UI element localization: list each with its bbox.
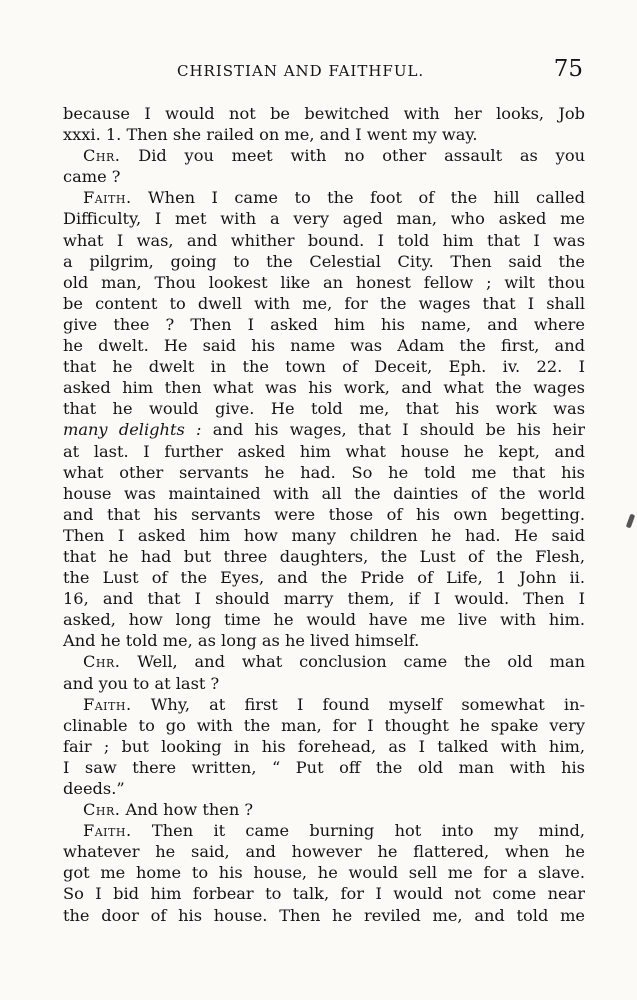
text-line [63, 103, 585, 124]
text-line [63, 862, 585, 883]
running-head [0, 58, 637, 84]
line-text: Then I asked him how many children he had. He said [63, 525, 585, 545]
line-text: and that his servants were those of his own begetting. [63, 504, 585, 524]
margin-ink-mark [626, 514, 635, 529]
speaker-label: Chr. [83, 800, 121, 820]
text-line [63, 335, 585, 356]
line-text: clinable to go with the man, for I thought he spake very [63, 715, 585, 735]
line-text: what I was, and whither bound. I told him that I was [63, 230, 585, 250]
text-line [63, 715, 585, 736]
text-line [63, 230, 585, 251]
text-line [63, 736, 585, 757]
line-text: Why, at first I found myself somewhat in- [131, 694, 585, 714]
text-line [63, 483, 585, 504]
text-line [63, 630, 585, 651]
line-text: So I bid him forbear to talk, for I would not come near [63, 884, 585, 904]
line-text: I saw there written, “ Put off the old man with his [63, 757, 585, 777]
line-text: that he would give. He told me, that his work was [63, 399, 585, 419]
text-line [63, 567, 585, 588]
text-line [63, 124, 585, 145]
line-text: be content to dwell with me, for the wages that I shall [63, 293, 585, 313]
text-line [63, 799, 585, 820]
text-line [63, 398, 585, 419]
text-line [63, 820, 585, 841]
text-line [63, 272, 585, 293]
line-text: the door of his house. Then he reviled me, and told me [63, 905, 585, 925]
text-line [63, 462, 585, 483]
text-line [63, 166, 585, 187]
text-line [63, 293, 585, 314]
line-text: came ? [63, 167, 121, 187]
text-line [63, 757, 585, 778]
page-number: 75 [553, 56, 583, 82]
line-text: asked, how long time he would have me live with him. [63, 610, 585, 630]
text-line [63, 673, 585, 694]
speaker-label: Chr. [83, 652, 121, 672]
line-text: Well, and what conclusion came the old man [120, 652, 585, 672]
line-text: 16, and that I should marry them, if I would. Then I [63, 589, 585, 609]
line-text: and his wages, that I should be his heir [201, 420, 585, 440]
line-text: because I would not be bewitched with her looks, Job [63, 104, 585, 123]
text-line [63, 441, 585, 462]
text-line [63, 314, 585, 335]
text-line [63, 419, 585, 440]
line-text: house was maintained with all the dainties of the world [63, 483, 585, 503]
text-line [63, 841, 585, 862]
line-text: that he dwelt in the town of Deceit, Eph. iv. 22. I [63, 357, 585, 377]
line-text: Difficulty, I met with a very aged man, who asked me [63, 209, 585, 229]
line-text: fair ; but looking in his forehead, as I talked with him, [63, 736, 585, 756]
line-text: old man, Thou lookest like an honest fellow ; wilt thou [63, 272, 585, 292]
line-text: got me home to his house, he would sell me for a slave. [63, 863, 585, 883]
line-text: the Lust of the Eyes, and the Pride of Life, 1 John ii. [63, 568, 585, 588]
line-text: Then it came burning hot into my mind, [131, 821, 585, 841]
text-line [63, 251, 585, 272]
line-text: at last. I further asked him what house he kept, and [63, 441, 585, 461]
text-line [63, 609, 585, 630]
line-text: he dwelt. He said his name was Adam the first, and [63, 336, 585, 356]
text-line [63, 356, 585, 377]
text-line [63, 694, 585, 715]
text-line [63, 525, 585, 546]
line-text: a pilgrim, going to the Celestial City. Then said the [63, 251, 585, 271]
line-text: Did you meet with no other assault as you [120, 146, 585, 166]
speaker-label: Chr. [83, 146, 121, 166]
text-line [63, 778, 585, 799]
text-line [63, 187, 585, 208]
running-title: CHRISTIAN AND FAITHFUL. [177, 62, 425, 80]
line-text: And how then ? [120, 800, 254, 820]
text-line [63, 588, 585, 609]
text-line [63, 208, 585, 229]
body-text [63, 103, 585, 926]
line-text: what other servants he had. So he told me that his [63, 462, 585, 482]
speaker-label: Faith. [83, 821, 132, 841]
text-line [63, 905, 585, 926]
text-line [63, 651, 585, 672]
text-line [63, 504, 585, 525]
text-line [63, 883, 585, 904]
text-line [63, 145, 585, 166]
line-text: that he had but three daughters, the Lust of the Flesh, [63, 546, 585, 566]
line-text: give thee ? Then I asked him his name, and where [63, 314, 585, 334]
text-line [63, 377, 585, 398]
line-text: asked him then what was his work, and what the wages [63, 378, 585, 398]
speaker-label: Faith. [83, 694, 132, 714]
line-text: deeds.” [63, 779, 125, 798]
line-text: And he told me, as long as he lived himself. [63, 631, 420, 651]
line-text: When I came to the foot of the hill called [131, 188, 585, 208]
line-text: and you to at last ? [63, 673, 220, 693]
speaker-label: Faith. [83, 188, 132, 208]
text-line [63, 546, 585, 567]
italic-phrase: many delights : [63, 420, 202, 440]
line-text: whatever he said, and however he flattered, when he [63, 842, 585, 862]
line-text: xxxi. 1. Then she railed on me, and I went my way. [63, 125, 478, 145]
